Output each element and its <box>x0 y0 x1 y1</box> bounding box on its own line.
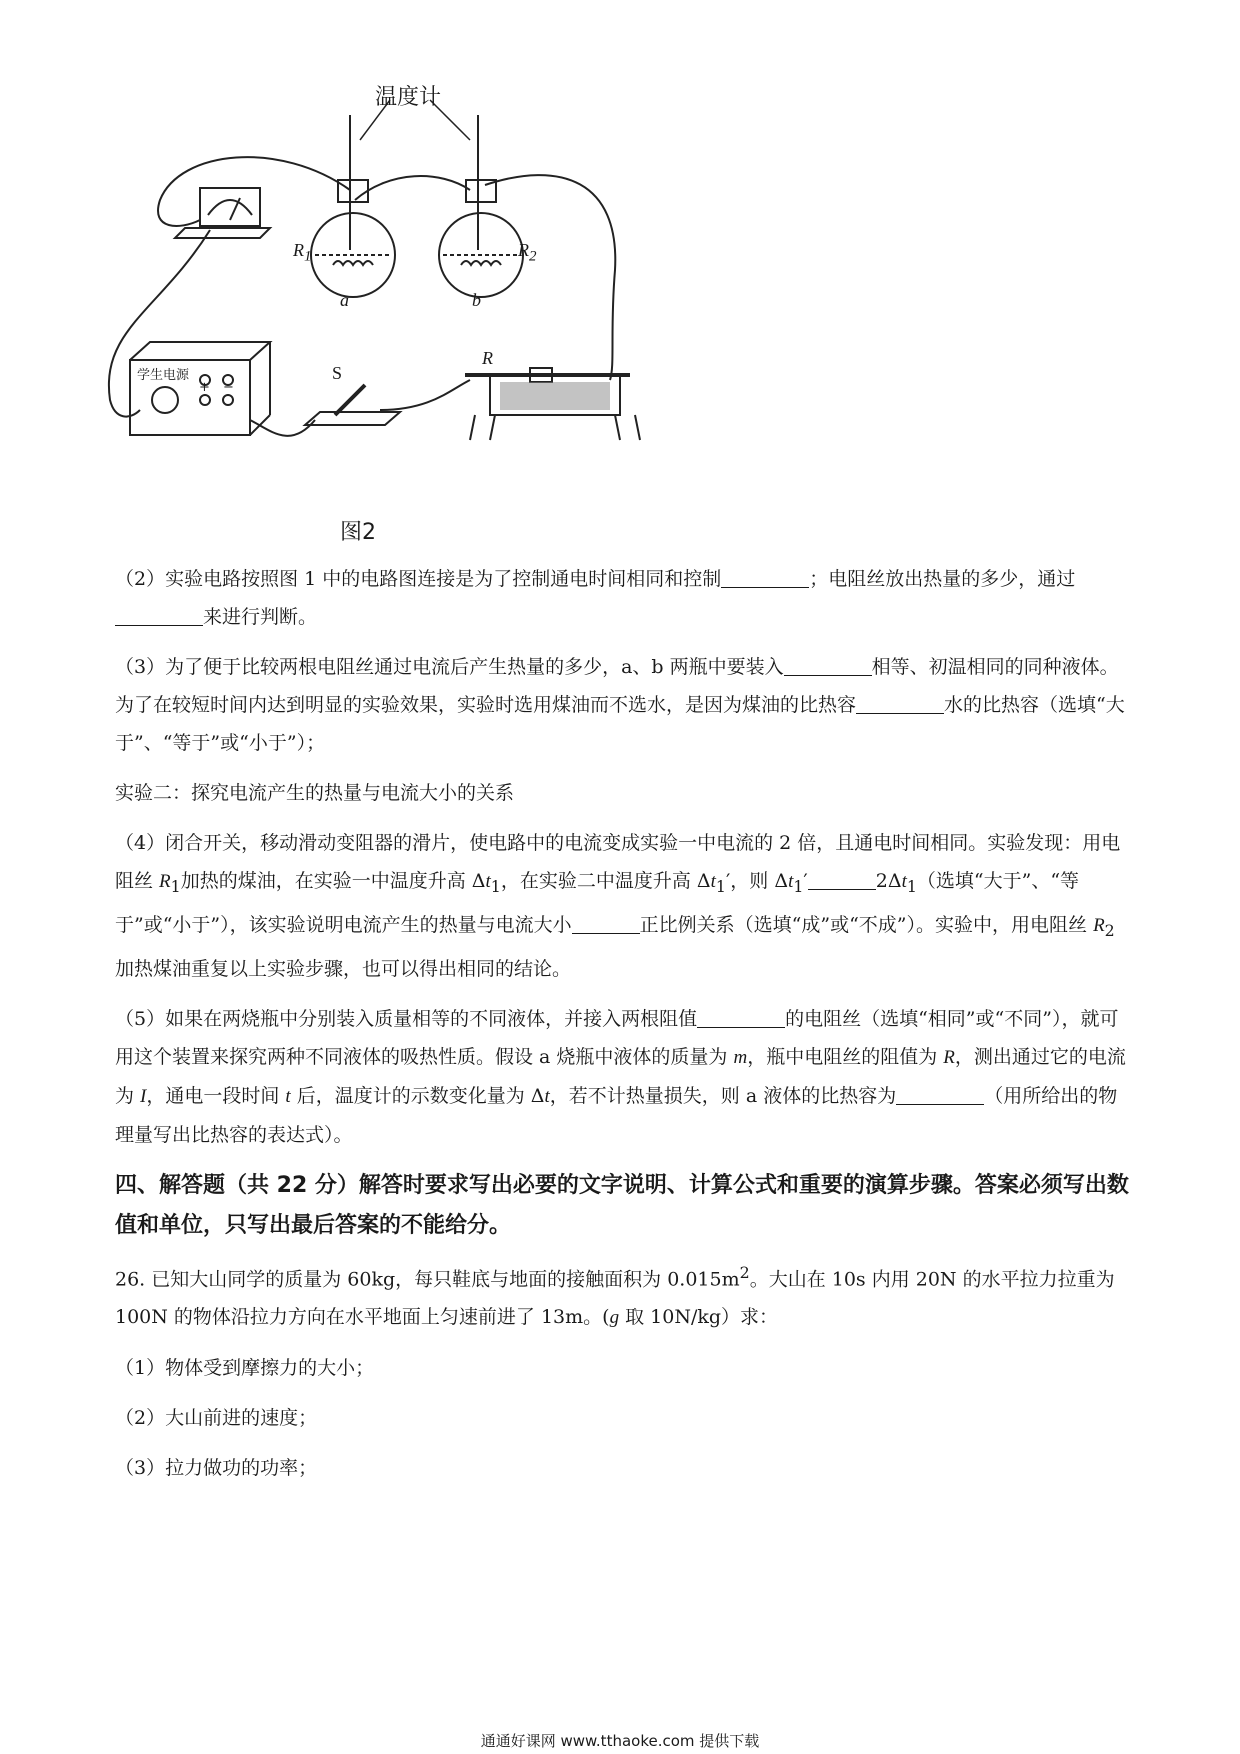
question-4 <box>115 824 1130 988</box>
q5-t: t <box>285 1085 291 1107</box>
q2-text-c: 来进行判断。 <box>203 606 318 628</box>
q5-text-g: ，若不计热量损失，则 a 液体的比热容为 <box>549 1084 897 1107</box>
question-26 <box>115 1254 1130 1337</box>
q4-r1-sub: 1 <box>170 876 181 896</box>
page-footer: 通通好课网 www.tthaoke.com 提供下载 <box>480 1732 760 1750</box>
q2-text-a: （2）实验电路按照图 1 中的电路图连接是为了控制通电时间相同和控制 <box>115 568 722 590</box>
question-3 <box>115 648 1130 762</box>
q4-t1q: t <box>901 871 907 892</box>
q2-blank-2 <box>115 605 203 626</box>
r2-subscript: 2 <box>529 248 537 265</box>
q3-blank-1 <box>784 655 872 676</box>
question-26-sub-1: （1）物体受到摩擦力的大小； <box>115 1356 375 1379</box>
q3-text-c: 水的比热容（选填“大于”、“等于”或“小于”）； <box>115 694 1125 754</box>
q26-text-a: 26. 已知大山同学的质量为 60kg，每只鞋底与地面的接触面积为 0.015m <box>115 1267 740 1290</box>
experiment-figure <box>100 80 700 550</box>
q4-text-f: 2Δ <box>875 870 902 892</box>
q4-blank-2 <box>572 913 640 934</box>
q4-text-a: （4）闭合开关，移动滑动变阻器的滑片，使电路中的电流变成实验一中电流的 2 倍，且通电时间相同。实验发现：用电阻丝 <box>115 832 1121 892</box>
q5-blank-1 <box>697 1007 785 1028</box>
q26-text-b: 。大山在 10s 内用 20N 的水平拉力拉重为 100N 的物体沿拉力方向在水平地面上匀速前进了 13m。( <box>115 1267 1115 1328</box>
flask-a-label: a <box>340 290 349 310</box>
q4-t1p2: t <box>788 871 794 892</box>
q5-text-f: 后，温度计的示数变化量为 Δ <box>290 1084 545 1107</box>
q5-text-a: （5）如果在两烧瓶中分别装入质量相等的不同液体，并接入两根阻值 <box>115 1007 698 1030</box>
q26-sup: 2 <box>739 1262 750 1282</box>
q5-text-c: ，瓶中电阻丝的阻值为 <box>747 1045 944 1068</box>
figure-caption: 图2 <box>340 520 376 545</box>
question-26-sub-3: （3）拉力做功的功率； <box>115 1456 318 1479</box>
q4-t1p2-sub: 1 <box>793 876 804 896</box>
q4-t1: t <box>485 871 491 892</box>
q4-text-e: ′ <box>803 870 808 892</box>
experiment-2-heading: 实验二：探究电流产生的热量与电流大小的关系 <box>115 782 515 804</box>
r1-letter: R <box>293 240 304 260</box>
circuit-diagram <box>100 80 700 550</box>
power-plus-label: + <box>199 380 210 395</box>
q4-t1p-sub: 1 <box>715 876 726 896</box>
q4-blank-1 <box>808 869 876 890</box>
q4-r1: R <box>159 871 171 892</box>
q4-text-i: 加热煤油重复以上实验步骤，也可以得出相同的结论。 <box>115 957 572 980</box>
q5-text-e: ，通电一段时间 <box>146 1084 286 1107</box>
q4-text-h: 正比例关系（选填“成”或“不成”）。实验中，用电阻丝 <box>639 913 1094 936</box>
q5-text-b: 的电阻丝（选填“相同”或“不同”），就可用这个装置来探究两种不同液体的吸热性质。假设 a 烧瓶中液体的质量为 <box>115 1007 1119 1068</box>
q2-text-b: ；电阻丝放出热量的多少，通过 <box>809 568 1076 590</box>
q4-text-g: （选填“大于”、“等于”或“小于”），该实验说明电流产生的热量与电流大小 <box>115 870 1080 936</box>
flask-b-label: b <box>472 290 481 310</box>
r1-subscript: 1 <box>304 248 312 265</box>
thermometer-label: 温度计 <box>375 85 442 110</box>
q5-dt: t <box>544 1085 550 1107</box>
r1-label <box>293 240 312 266</box>
q4-text-d: ′，则 Δ <box>725 870 789 892</box>
power-minus-label: − <box>223 380 234 395</box>
page-content <box>115 560 1130 1499</box>
rheostat-label: R <box>482 348 493 368</box>
q5-r: R <box>943 1046 955 1068</box>
q4-r2: R <box>1093 914 1105 936</box>
q26-g: g <box>609 1306 620 1328</box>
q5-i: I <box>140 1085 147 1107</box>
q4-text-b: 加热的煤油，在实验一中温度升高 Δ <box>180 870 486 892</box>
q4-r2-sub: 2 <box>1104 920 1115 940</box>
r2-label <box>518 240 537 266</box>
q4-t1-sub: 1 <box>490 876 501 896</box>
question-26-sub-2: （2）大山前进的速度； <box>115 1406 318 1429</box>
power-supply-label: 学生电源 <box>137 368 190 383</box>
q3-text-a: （3）为了便于比较两根电阻丝通过电流后产生热量的多少，a、b 两瓶中要装入 <box>115 656 784 678</box>
q5-text-d: ，测出通过它的电流为 <box>115 1045 1126 1107</box>
question-5 <box>115 1000 1130 1154</box>
q2-blank-1 <box>721 567 809 588</box>
q5-m: m <box>733 1046 748 1068</box>
q4-text-c: ，在实验二中温度升高 Δ <box>500 870 711 892</box>
switch-label: S <box>332 363 343 383</box>
question-2 <box>115 560 1130 636</box>
r2-letter: R <box>518 240 529 260</box>
q5-text-h: （用所给出的物理量写出比热容的表达式）。 <box>115 1084 1118 1146</box>
q4-t1p: t <box>710 871 716 892</box>
section-4-heading: 四、解答题（共 22 分）解答时要求写出必要的文字说明、计算公式和重要的演算步骤。答案必须写出数值和单位，只写出最后答案的不能给分。 <box>115 1172 1129 1238</box>
q26-text-c: 取 10N/kg）求： <box>619 1305 779 1328</box>
q3-text-b: 相等、初温相同的同种液体。为了在较短时间内达到明显的实验效果，实验时选用煤油而不选水，是因为煤油的比热容 <box>115 656 1119 716</box>
q3-blank-2 <box>856 693 944 714</box>
q4-t1q-sub: 1 <box>906 876 917 896</box>
q5-blank-2 <box>896 1084 984 1105</box>
